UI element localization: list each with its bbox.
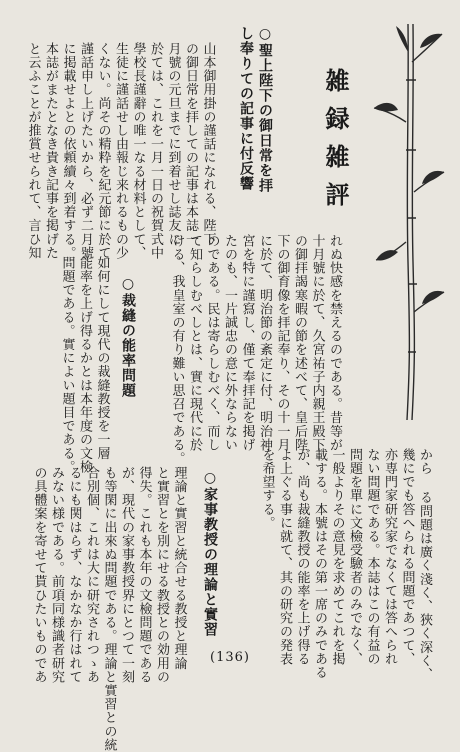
article-body-sewing-continued: から る問題は廣く淺く、狹く深く、 幾にでも答へられる問題であつて、 亦専門家研究家でなくては答へられ ない問題である。本誌はこの有益の 問題を單に文檢受驗者のみでなく、 一般よりその意見を求めてこれを掲 載する。本號はその第一席のみである が、尚も裁縫教授の能率を上げ得る よ上ぐる事に就て、其の研究の発表 を希望する。	[259, 448, 432, 682]
section-marker: ○	[202, 470, 218, 487]
section-marker: ○	[257, 26, 273, 43]
bamboo-illustration	[368, 22, 448, 422]
article-body-domestic: 理論と實習と統合せる教授と理論 と實習とを別にせる教授との効用の 得失。これも本年の文檢問題である が、現代の家事教授界にとつて一刻 も等閑に出來ぬ問題である。理論と實習との統 合別個、これは大に研究されつゝあ るにも関はらず、なかなか行はれて みない様である。前項同様識者研究 の具體案を寄せて貰ひたいものであ	[31, 466, 187, 752]
page-number: (136)	[210, 650, 250, 665]
section-heading-domestic: ○家事教授の理論と實習	[202, 470, 218, 637]
section-marker: ○	[120, 276, 136, 293]
article-body-sewing: 如何にして現代の裁縫教授を一層 能率を上げ得るかとは本年度の文檢 問題である。實によい題目である。	[59, 256, 110, 474]
section-heading-imperial: ○聖上陛下の御日常を拝 し奉りての記事に付反響	[238, 26, 273, 193]
page-title: 雑録雑評	[321, 68, 350, 220]
article-body-imperial-continued: れぬ快感を禁えるのである。昔等が 十月號に於て、久宮祐子内親王殿下 の御拝謁寒暇の節を述べて、皇后陛 下の御育像を拝記奉り、その十一月 に於て、明治節の紊定に付、明治神 宮を特に謹寫し、僅て奉拝記を掲げ たのも、一片誠忠の意に外ならない のである。民は寄らしむべく、而し て知らしむべしとは、實に現代に於 ける、我皇室の有り難い思召である。	[169, 234, 342, 466]
section-heading-sewing: ○裁縫の能率問題	[120, 276, 136, 398]
article-body-imperial: 山本御用掛の謹話になれる、陛下 の御日常を拝しての記事は本誌一 月號の元旦までに到着せし誌友に 於ては、これを一月一日の祝賀式中 學校長謹辭の唯一なる材料として、 生徒に謹話せし由報じ来れるもの少 くない。尚その精粋を紀元節に於て 謹話申し上げたいから、必ず二月號 に掲載せよとの依頼續々到着する。 本誌がまたとなき貴き記事を掲げた と云ふことが推賞せられて、言ひ知	[25, 42, 216, 260]
